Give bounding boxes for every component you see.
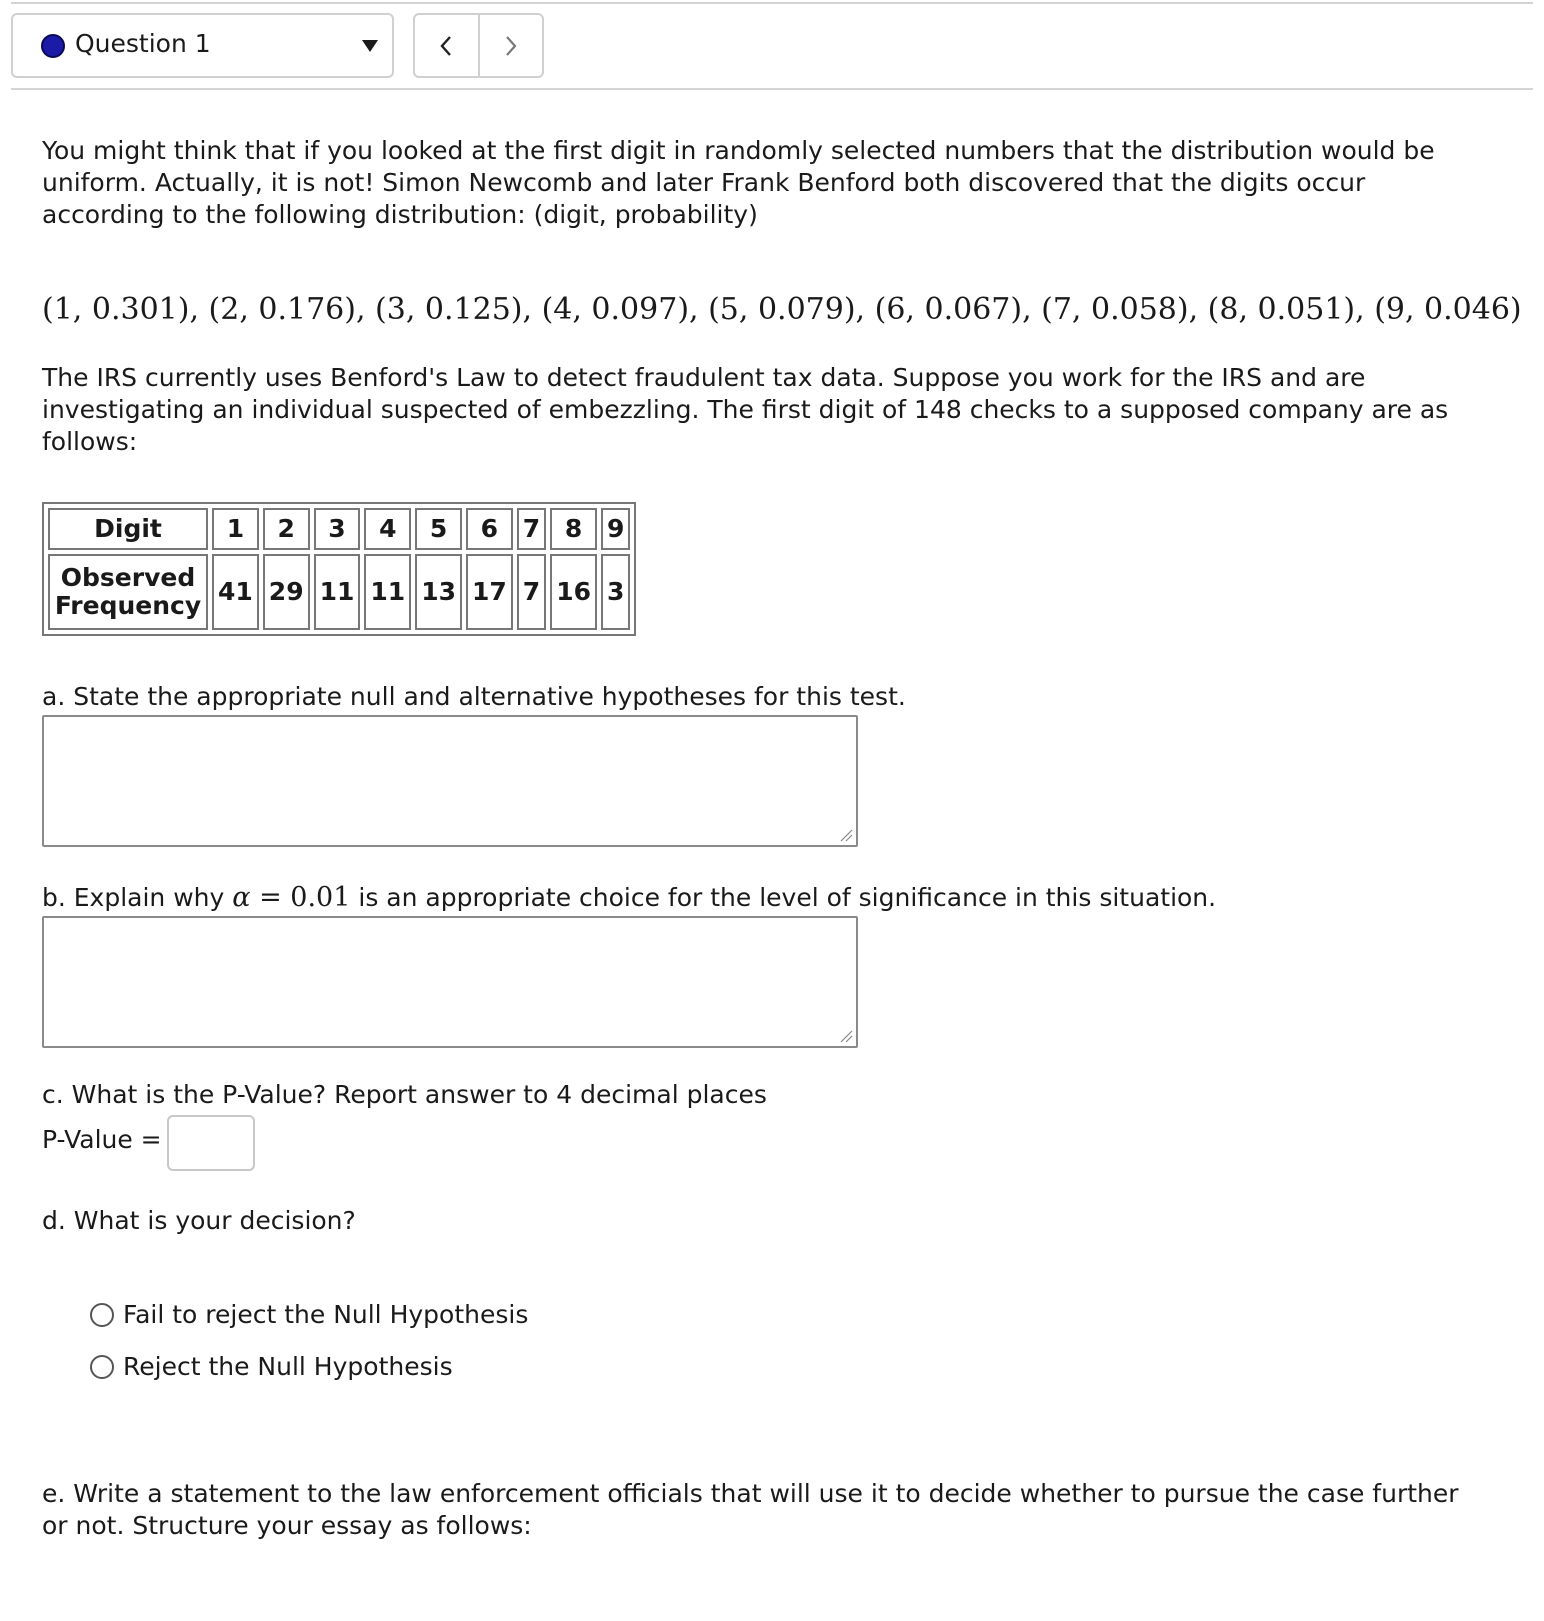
context-paragraph: The IRS currently uses Benford's Law to detect fraudulent tax data. Suppose you work for the IRS and are investigating an individual suspected of embezzling. The first digit of 148 checks to a supposed company are as follows: [42, 363, 1449, 456]
digit-cell: 9 [601, 508, 630, 550]
observed-cell: 13 [415, 554, 462, 630]
observed-cell: 11 [364, 554, 411, 630]
observed-cell: 3 [601, 554, 630, 630]
p-value-label: P-Value = [42, 1125, 162, 1154]
resize-grip-icon[interactable] [839, 1029, 853, 1043]
observed-cell: 41 [212, 554, 259, 630]
digit-cell: 8 [550, 508, 597, 550]
question-nav [413, 13, 544, 78]
observed-cell: 29 [263, 554, 310, 630]
frequency-table [42, 502, 636, 636]
question-e-text: e. Write a statement to the law enforcement officials that will use it to decide whether to pursue the case further or not. Structure your essay as follows: [42, 1479, 1459, 1540]
observed-cell: 7 [517, 554, 546, 630]
table-header-digit: Digit [48, 508, 208, 550]
equals-sign: = [250, 882, 291, 913]
radio-button[interactable] [90, 1303, 114, 1327]
question-b-text [42, 882, 1216, 913]
option-label: Reject the Null Hypothesis [123, 1352, 453, 1381]
decision-option-fail-to-reject[interactable] [90, 1300, 528, 1329]
observed-cell: 11 [314, 554, 361, 630]
chevron-left-icon [439, 35, 453, 57]
question-d-text: d. What is your decision? [42, 1206, 356, 1235]
option-label: Fail to reject the Null Hypothesis [123, 1300, 529, 1329]
hypotheses-answer-textarea[interactable] [42, 715, 858, 847]
decision-option-reject[interactable] [90, 1352, 453, 1381]
alpha-symbol: α [232, 882, 251, 913]
previous-question-button[interactable] [415, 15, 478, 76]
header-divider [11, 88, 1533, 90]
benford-distribution: (1, 0.301), (2, 0.176), (3, 0.125), (4, 0.097), (5, 0.079), (6, 0.067), (7, 0.058), (8, 0.051), (9, 0.046) [42, 292, 1522, 327]
table-row-digit [48, 508, 630, 550]
digit-cell: 3 [314, 508, 361, 550]
observed-cell: 16 [550, 554, 597, 630]
question-b-suffix: is an appropriate choice for the level of significance in this situation. [350, 883, 1217, 912]
digit-cell: 1 [212, 508, 259, 550]
digit-cell: 4 [364, 508, 411, 550]
question-a-text: a. State the appropriate null and alternative hypotheses for this test. [42, 682, 906, 711]
significance-answer-textarea[interactable] [42, 916, 858, 1048]
question-select-label: Question 1 [75, 29, 211, 58]
table-row-observed [48, 554, 630, 630]
question-status-dot [41, 34, 65, 58]
radio-button[interactable] [90, 1355, 114, 1379]
chevron-right-icon [504, 35, 518, 57]
observed-label-line1: Observed [60, 563, 196, 592]
caret-down-icon [362, 40, 378, 52]
next-question-button[interactable] [478, 15, 543, 76]
p-value-input[interactable] [167, 1115, 255, 1171]
table-header-observed [48, 554, 208, 630]
digit-cell: 7 [517, 508, 546, 550]
observed-label-line2: Frequency [54, 591, 202, 620]
digit-cell: 6 [466, 508, 513, 550]
observed-cell: 17 [466, 554, 513, 630]
digit-cell: 2 [263, 508, 310, 550]
intro-paragraph: You might think that if you looked at the first digit in randomly selected numbers that the distribution would be uniform. Actually, it is not! Simon Newcomb and later Frank Benford both discovered that the digits occur according to the following distribution: (digit, probability) [42, 136, 1435, 229]
question-c-text: c. What is the P-Value? Report answer to 4 decimal places [42, 1080, 767, 1109]
resize-grip-icon[interactable] [839, 828, 853, 842]
digit-cell: 5 [415, 508, 462, 550]
top-divider [11, 2, 1533, 4]
question-b-prefix: b. Explain why [42, 883, 233, 912]
question-select[interactable] [11, 13, 394, 78]
alpha-value: 0.01 [290, 882, 351, 913]
